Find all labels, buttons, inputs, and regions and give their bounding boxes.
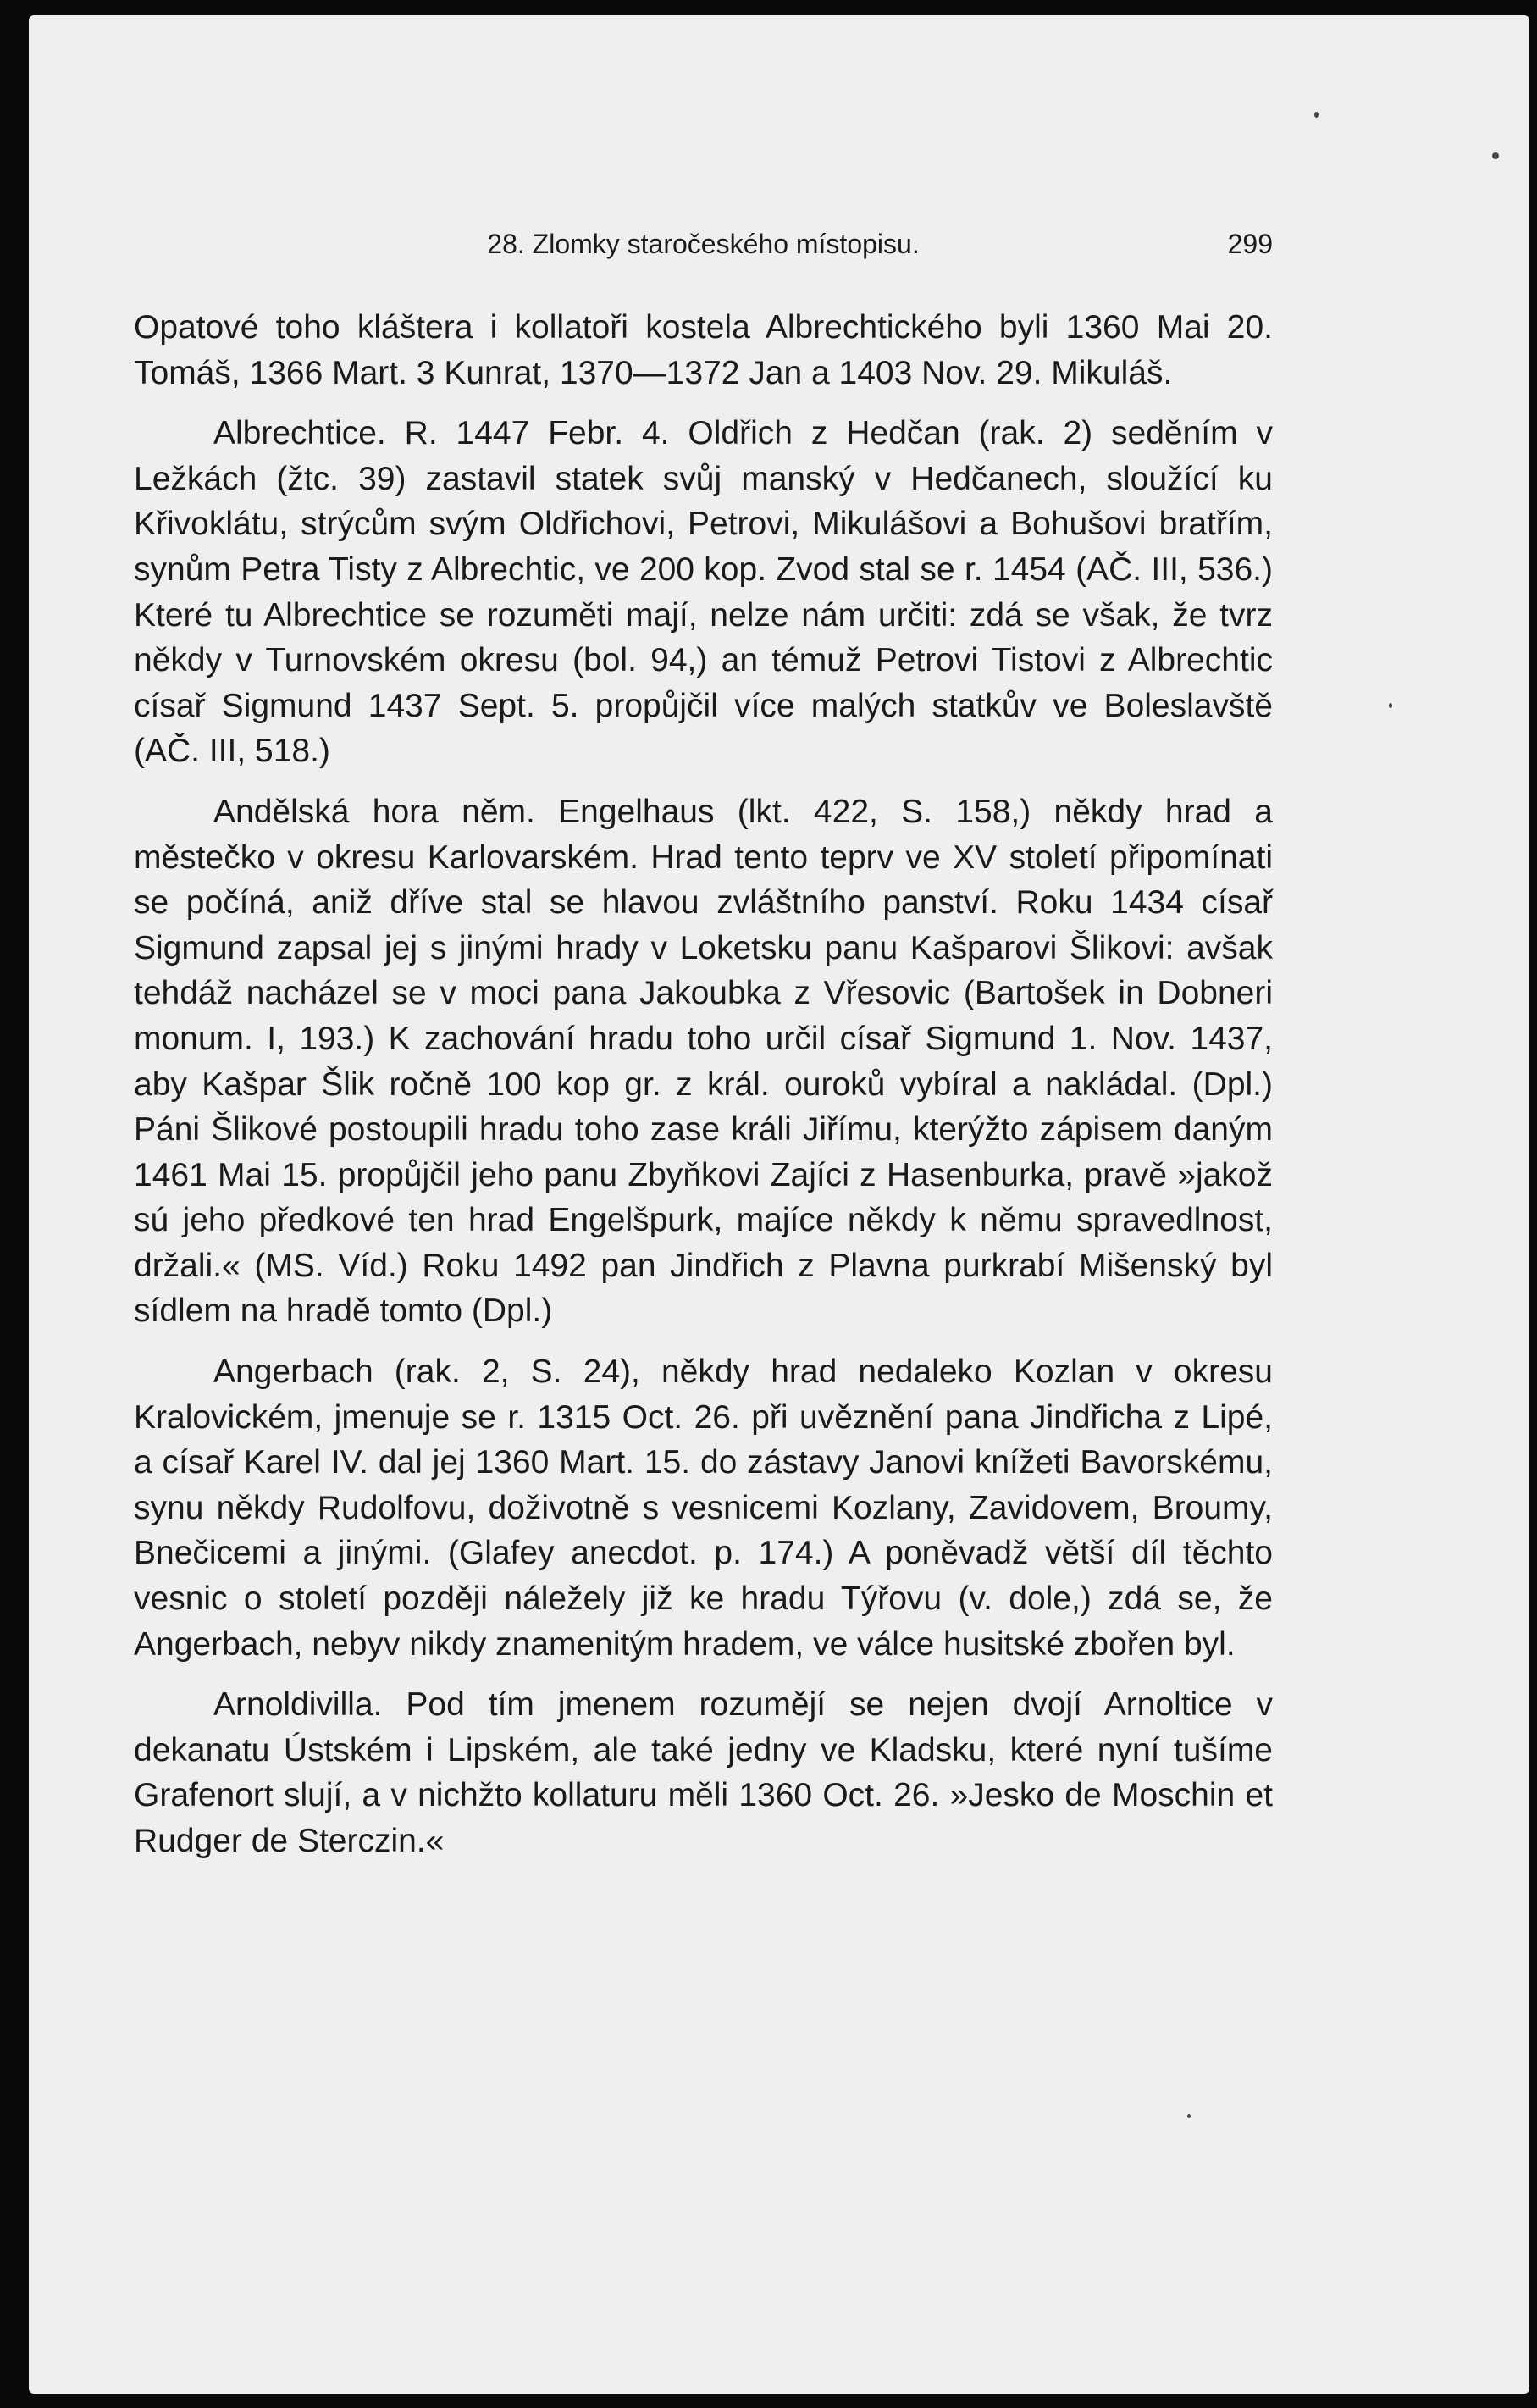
chapter-title: 28. Zlomky staročeského místopisu. xyxy=(487,229,920,259)
running-header xyxy=(134,229,1273,276)
scan-speck xyxy=(1187,2114,1191,2118)
page-body xyxy=(134,305,1273,1879)
paragraph-arnoldivilla: Arnoldivilla. Pod tím jmenem rozumějí se nejen dvojí Arnoltice v dekanatu Ústském i Lipském, ale také jedny ve Kladsku, které nyní tušíme Grafenort slují, a v nichžto kollaturu měli 1360 Oct. 26. »Jesko de Moschin et Rudger de Sterczin.« xyxy=(134,1686,1273,1859)
paragraph-opatove: Opatové toho kláštera i kollatoři kostela Albrechtického byli 1360 Mai 20. Tomáš, 1366 Mart. 3 Kunrat, 1370—1372 Jan a 1403 Nov. 29. Mikuláš. xyxy=(134,309,1273,391)
scan-speck xyxy=(1492,152,1499,159)
paragraph-albrechtice: Albrechtice. R. 1447 Febr. 4. Oldřich z Hedčan (rak. 2) seděním v Ležkách (žtc. 39) zastavil statek svůj manský v Hedčanech, sloužící ku Křivoklátu, strýcům svým Oldřichovi, Petrovi, Mikulášovi a Bohušovi bratřím, synům Petra Tisty z Albrechtic, ve 200 kop. Zvod stal se r. 1454 (AČ. III, 536.) Které tu Albrechtice se rozuměti mají, nelze nám určiti: zdá se však, že tvrz někdy v Turnovském okresu (bol. 94,) an témuž Petrovi Tistovi z Albrechtic císař Sigmund 1437 Sept. 5. propůjčil více malých statkův ve Boleslavště (AČ. III, 518.) xyxy=(134,415,1273,770)
paragraph-andelska-hora: Andělská hora něm. Engelhaus (lkt. 422, S. 158,) někdy hrad a městečko v okresu Karlovarském. Hrad tento teprv ve XV století připomínati se počíná, aniž dříve stal se hlavou zvláštního panství. Roku 1434 císař Sigmund zapsal jej s jinými hrady v Loketsku panu Kašparovi Šlikovi: avšak tehdáž nacházel se v moci pana Jakoubka z Vřesovic (Bartošek in Dobneri monum. I, 193.) K zachování hradu toho určil císař Sigmund 1. Nov. 1437, aby Kašpar Šlik ročně 100 kop gr. z král. ouroků vybíral a nakládal. (Dpl.) Páni Šlikové postoupili hradu toho zase králi Jiřímu, kterýžto zápisem daným 1461 Mai 15. propůjčil jeho panu Zbyňkovi Zajíci z Hasenburka, pravě »jakož sú jeho předkové ten hrad Engelšpurk, majíce někdy k němu spravedlnost, držali.« (MS. Víd.) Roku 1492 pan Jindřich z Plavna purkrabí Mišenský byl sídlem na hradě tomto (Dpl.) xyxy=(134,793,1273,1330)
paragraph-angerbach: Angerbach (rak. 2, S. 24), někdy hrad nedaleko Kozlan v okresu Kralovickém, jmenuje se r. 1315 Oct. 26. při uvěznění pana Jindřicha z Lipé, a císař Karel IV. dal jej 1360 Mart. 15. do zástavy Janovi knížeti Bavorskému, synu někdy Rudolfovu, doživotně s vesnicemi Kozlany, Zavidovem, Broumy, Bnečicemi a jinými. (Glafey anecdot. p. 174.) A poněvadž větší díl těchto vesnic o století později náležely již ke hradu Týřovu (v. dole,) zdá se, že Angerbach, nebyv nikdy znamenitým hradem, ve válce husitské zbořen byl. xyxy=(134,1353,1273,1663)
scan-speck xyxy=(1389,703,1392,708)
scan-speck xyxy=(1314,112,1319,118)
page-number: 299 xyxy=(1227,229,1273,259)
